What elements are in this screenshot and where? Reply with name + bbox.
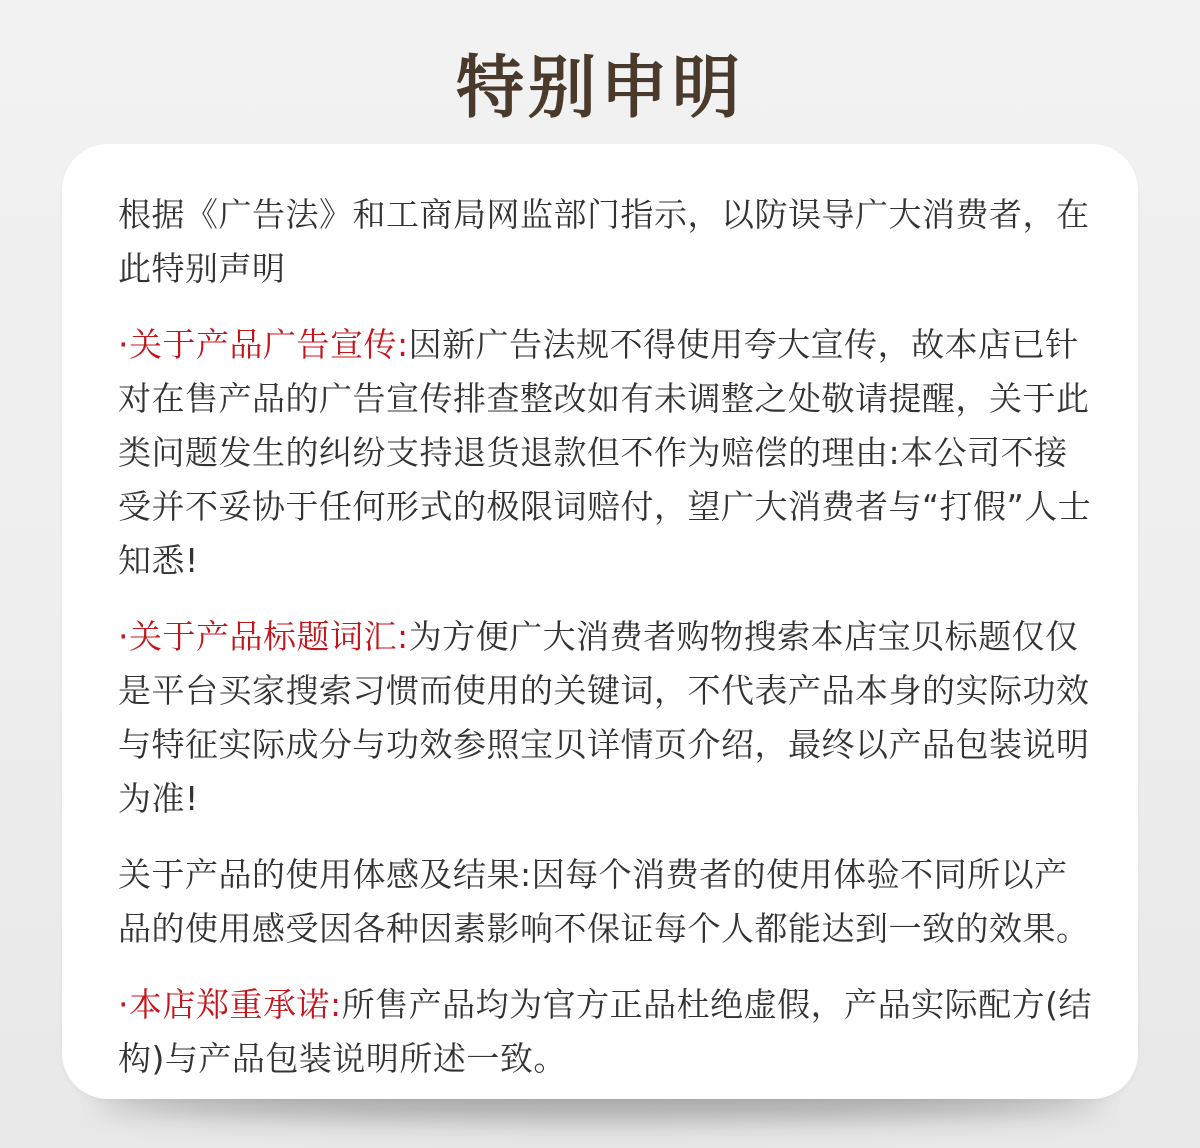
section-heading: ·本店郑重承诺:: [118, 985, 342, 1024]
section-body: 因新广告法规不得使用夸大宣传，故本店已针对在售产品的广告宣传排查整改如有未调整之处敬请提醒，关于此类问题发生的纠纷支持退货退款但不作为赔偿的理由:本公司不接受并不妥协于任何形式的极限词赔付，望广大消费者与“打假”人士知悉!: [118, 325, 1092, 580]
section-title-vocabulary: [118, 610, 1098, 826]
section-body: 所售产品均为官方正品杜绝虚假，产品实际配方(结构)与产品包装说明所述一致。: [118, 985, 1092, 1078]
section-usage-experience: [118, 848, 1098, 956]
section-body: 关于产品的使用体感及结果:因每个消费者的使用体验不同所以产品的使用感受因各种因素影响不保证每个人都能达到一致的效果。: [118, 855, 1090, 948]
statement-content: [118, 188, 1098, 1108]
section-body: 为方便广大消费者购物搜索本店宝贝标题仅仅是平台买家搜索习惯而使用的关键词，不代表产品本身的实际功效与特征实际成分与功效参照宝贝详情页介绍，最终以产品包装说明为准!: [118, 617, 1090, 818]
statement-card: [62, 144, 1138, 1099]
section-ad-promotion: [118, 318, 1098, 588]
section-store-promise: [118, 978, 1098, 1086]
intro-text: 根据《广告法》和工商局网监部门指示，以防误导广大消费者，在此特别声明: [118, 195, 1090, 288]
page-title: 特别申明: [455, 49, 744, 128]
section-heading: ·关于产品标题词汇:: [118, 617, 409, 656]
section-heading: ·关于产品广告宣传:: [118, 325, 409, 364]
intro-paragraph: [118, 188, 1098, 296]
